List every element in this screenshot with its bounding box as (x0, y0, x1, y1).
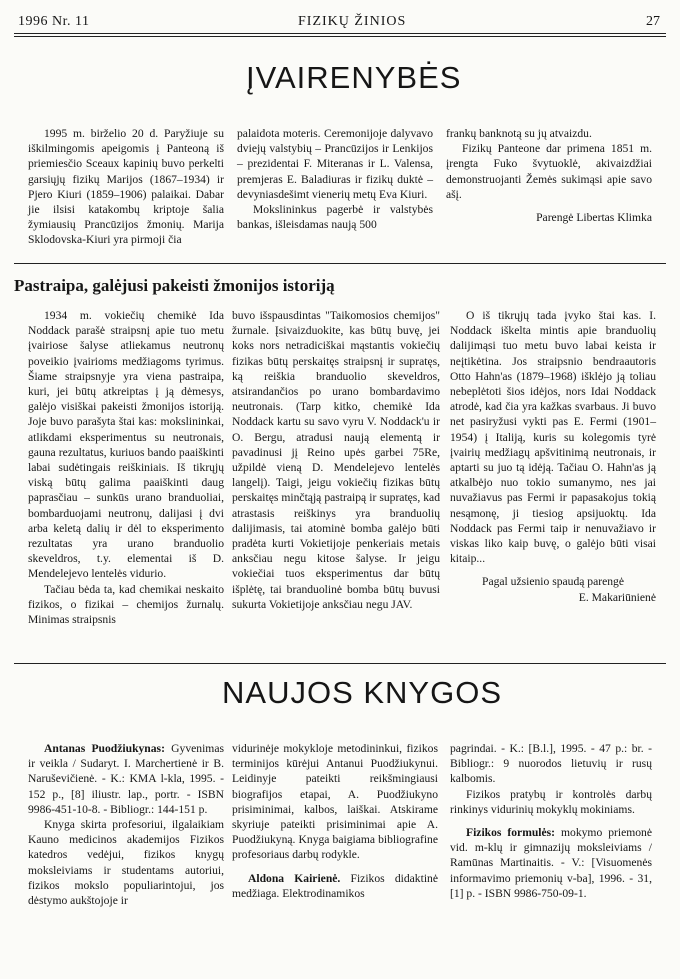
section3-column-2 (232, 741, 438, 901)
section-divider (14, 263, 666, 264)
paragraph: Knyga skirta profesoriui, ilgalaikiam Kauno medicinos akademijos Fizikos katedros vedėjui, fizikos knygų moksleiviams ir studentams autoriui, fizikos mokslo populiarintojui, jos dėstymo aukštojoje ir (28, 818, 224, 908)
paragraph: 1995 m. birželio 20 d. Paryžiuje su iškilmingomis apeigomis į Panteoną iš priemiesčio Sceaux kapinių buvo perkelti garsiųjų fizikų Marijos (1867–1934) ir Pjero Kiuri (1859–1906) palaikai. Dabar jie ilsisi katakombų kriptoje šalia žymiausių Prancūzijos žmonių. Marija Sklodovska-Kiuri yra pirmoji čia (28, 127, 224, 247)
section2-column-2 (232, 308, 440, 612)
section1-column-2 (237, 126, 433, 232)
section1-column-3 (446, 126, 652, 225)
paragraph: 1934 m. vokiečių chemikė Ida Noddack parašė straipsnį apie tuo metu įvairiose šalyse atliekamus neutronų poveikio įvairioms medžiagoms tyrimus. Šiame straipsnyje yra viena pastraipa, kuri, jei būtų atkreiptas į ją dėmesys, galėjo visiškai pakeisti žmonijos istoriją. Joje buvo parašyta štai kas: mokslininkai, atlikdami eksperimentus su neutronais, gauna rezultatus, kuriuos bando paaiškinti labai sudėtingais reiškiniais. Iš tikrųjų viską būtų galima paaiškinti daug paprasčiau – sunkūs urano branduoliai, bombarduojami neutronų, dalijasi į dvi arba keletą dalių ir dėl to eksperimento rezultatas yra urano branduolio skeveldros, t.y. elementai iš D. Mendelejevo lentelės vidurio. (28, 309, 224, 581)
book-author: Aldona Kairienė. (248, 871, 341, 885)
book-details: mokymo priemonė vid. m-klų ir gimnazijų moksleiviams / Ramūnas Martinaitis. - V.: [Visuomenės informavimo priemonių v-ba], 1996. - 31, [1] p. - ISBN 9986-750-09-1. (450, 826, 652, 900)
paragraph: Tačiau bėda ta, kad chemikai neskaito fizikos, o fizikai – chemijos žurnalų. Minimas straipsnis (28, 582, 224, 627)
section3-column-1 (28, 741, 224, 908)
author-signature: Parengė Libertas Klimka (536, 211, 652, 225)
paragraph: Mokslininkus pagerbė ir valstybės bankas, išleisdamas naują 500 (237, 203, 433, 232)
page-number: 27 (646, 14, 660, 29)
paragraph: O iš tikrųjų tada įvyko štai kas. I. Noddack iškelta mintis apie branduolių dalijimąsi tuo metu buvo labai keista ir neįtikėtina. Jos straipsnio bendraautoris Otto Hahn'as (1879–1968) išklėjo ją toliau nebeplėtoti šios idėjos, nors Idai Noddack atrodė, kad čia yra kažkas svarbaus. Ji buvo net pasiryžusi vykti pas E. Fermi (1901–1954) į Italiją, kuris su kolegomis tyrė įvairių medžiagų apšvitinimą neutronais, ir aptarti su juo tą idėją. Tačiau O. Hahn'as ją atkalbėjo nuo tokio sumanymo, nes jai nuvažiavus pas Fermi ir papasakojus tokią nesąmonę, ji tiesiog apsijuoktų. Ida Noddack pas Fermi taip ir nenuvažiavo ir viskas liko kaip buvę, o galėjo būti visai kitaip... (450, 309, 656, 566)
section3-column-3 (450, 741, 652, 901)
article-title: Pastraipa, galėjusi pakeisti žmonijos istoriją (14, 276, 335, 295)
author-signature-line1: Pagal užsienio spaudą parengė (482, 575, 624, 589)
issue-number: 1996 Nr. 11 (18, 14, 90, 29)
header-rule (14, 33, 666, 34)
page-header (18, 10, 660, 32)
section1-column-1 (28, 126, 224, 248)
section2-column-1 (28, 308, 224, 627)
section-title-ivairenybes: ĮVAIRENYBĖS (246, 60, 462, 95)
paragraph: buvo išspausdintas "Taikomosios chemijos" žurnale. Įsivaizduokite, kas būtų buvę, jei koks nors netradiciškai mąstantis vokiečių fizikas būtų perskaitęs straipsnį ir supratęs, ką reiškia branduolio skeveldros, atsirandančios po urano bombardavimo neutronais. (Tarp kitko, chemikė Ida Noddack kartu su savo vyru V. Noddack'u ir O. Bergu, atradusi naują elementą ir pavadinusi jį Reino upės garbei 75Re, užpildė vieną D. Mendelejevo lentelės langelį). Taigi, jeigu vokiečių fizikas būtų perskaitęs minčtąją pastraipą ir supratęs, kad atrastasis reiškinys yra branduolių dalijimasis, tai atominė bomba galėjo būti pradėta kurti Vokietijoje penkeriais metais anksčiau negu kitose šalyse. Ir jeigu vokiečiai tuos eksperimentus dar būtų išplėtę, tai branduolinė bomba būtų buvusi sukurta Vokietijoje anksčiau negu JAV. (232, 309, 440, 611)
paragraph: palaidota moteris. Ceremonijoje dalyvavo dviejų valstybių – Prancūzijos ir Lenkijos – prezidentai F. Miteranas ir L. Valensa, premjeras E. Baladiuras ir fizikų duktė – devyniasdešimt vienerių metų Eva Kiuri. (237, 127, 433, 201)
book-title: Fizikos formulės: (466, 826, 556, 840)
book-details: Fizikos didaktinė medžiaga. Elektrodinamikos (232, 871, 438, 900)
book-details: Gyvenimas ir veikla / Sudaryt. I. Marchertienė ir B. Naruševičienė. - K.: KMA l-kla, 1995. - 152 p., [8] iliustr. lap., portr. - ISBN 9986-451-10-8. - Bibliogr.: 144-151 p. (28, 742, 224, 816)
paragraph: vidurinėje mokykloje metodininkui, fizikos terminijos kūrėjui Antanui Puodžiukynui. Leidinyje pateikti reikšmingiausi biografijos etapai, A. Puodžiukyno prisiminimai, kalbos, laiškai. Atskirame skyriuje pateikti prisiminimai apie A. Puodžiukyną. Knyga baigiama bibliografine profesoriaus darbų rodykle. (232, 742, 438, 862)
paragraph: frankų banknotą su jų atvaizdu. (446, 127, 592, 140)
paragraph: pagrindai. - K.: [B.l.], 1995. - 47 p.: br. - Bibliogr.: 9 nuorodos lietuvių ir rusų kalbomis. (450, 742, 652, 786)
section2-column-3 (450, 308, 656, 605)
paragraph: Fizikos pratybų ir kontrolės darbų rinkinys vidurinių mokyklų mokiniams. (450, 787, 652, 816)
author-signature-line2: E. Makariūnienė (578, 590, 656, 604)
journal-title: FIZIKŲ ŽINIOS (298, 14, 407, 29)
section-title-naujos-knygos: NAUJOS KNYGOS (222, 675, 502, 710)
book-title: Antanas Puodžiukynas: (44, 742, 165, 755)
section-divider (14, 663, 666, 664)
paragraph: Fizikų Panteone dar primena 1851 m. įrengta Fuko švytuoklė, akivaizdžiai demonstruojanti Žemės sukimąsi apie savo ašį. (446, 142, 652, 201)
